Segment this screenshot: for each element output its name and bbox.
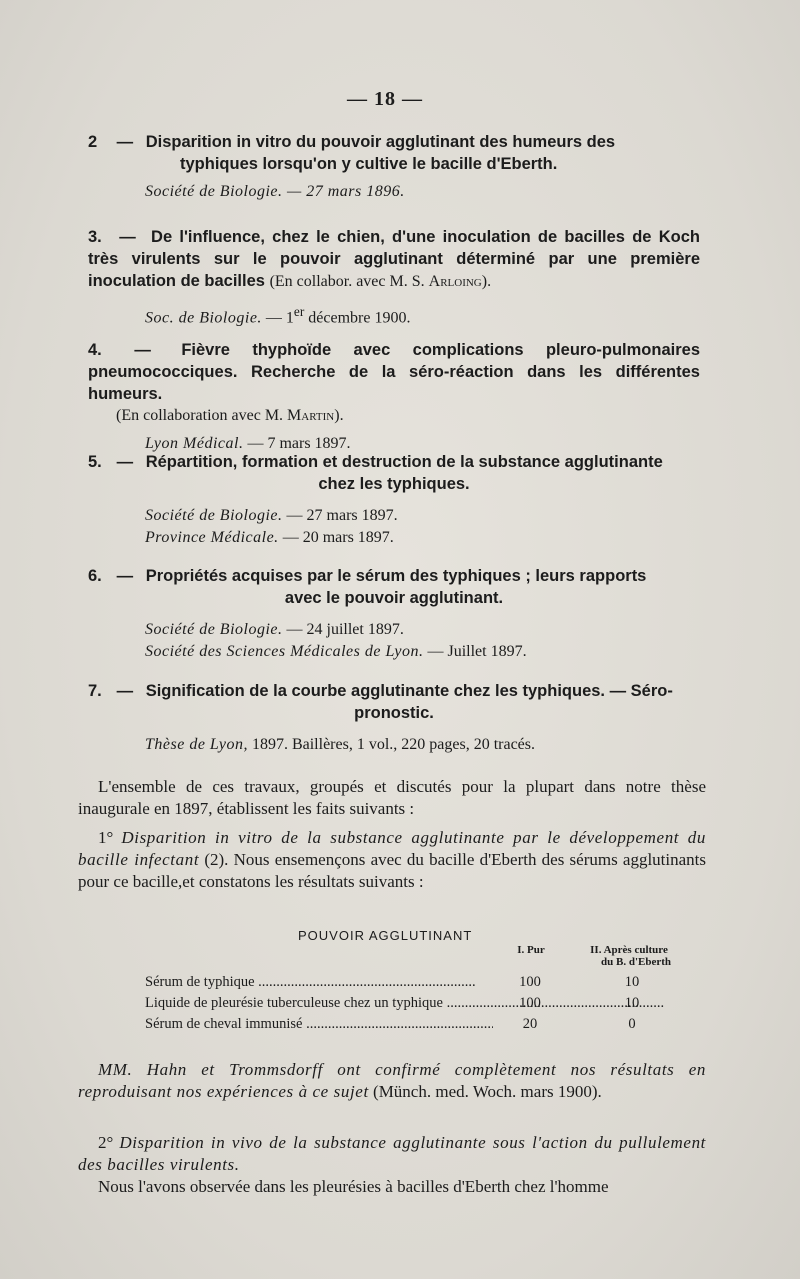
entry-reference	[88, 527, 700, 549]
entry-dash: —	[116, 453, 134, 471]
table-row	[145, 995, 705, 1017]
reference-date: — 27 mars 1897.	[282, 507, 398, 524]
point-text: Nous ensemençons avec du bacille d'Eberth des sérums agglutinants pour ce bacille,et constatons les résultats suivants :	[78, 850, 707, 891]
entry-number: 7.	[88, 682, 102, 700]
reference-date: — 20 mars 1897.	[278, 529, 394, 546]
publication-entry-3	[88, 226, 700, 329]
entry-title-line1: Disparition in vitro du pouvoir agglutinant des humeurs des	[145, 133, 616, 151]
point-ref: (2).	[204, 850, 229, 869]
reference-date: — 7 mars 1897.	[243, 435, 351, 452]
entry-dash: —	[134, 341, 151, 359]
reference-journal: Thèse de Lyon,	[145, 736, 248, 753]
entry-title	[88, 131, 700, 153]
value-pur: 100	[519, 974, 541, 990]
entry-number: 2	[88, 133, 98, 151]
reference-journal: Société de Biologie.	[145, 621, 283, 638]
entry-dash: —	[116, 133, 134, 151]
reference-journal: Province Médicale.	[145, 529, 279, 546]
entry-title-line1: Signification de la courbe agglutinante chez les typhiques. — Séro-	[145, 682, 673, 700]
table-row	[145, 974, 705, 996]
entry-reference	[88, 505, 700, 527]
table-row	[145, 1016, 705, 1038]
entry-number: 4.	[88, 341, 102, 359]
point-number: 1°	[98, 828, 114, 847]
reference-date: — Juillet 1897.	[423, 643, 527, 660]
row-label: Sérum de typhique .....	[145, 974, 493, 991]
entry-title	[88, 680, 700, 702]
entry-title-line2: typhiques lorsqu'on y cultive le bacille d'Eberth.	[180, 155, 558, 173]
point-number: 2°	[98, 1133, 114, 1152]
collaborator-name: Martin	[287, 407, 335, 424]
entry-title-line1: Propriétés acquises par le sérum des typhiques ; leurs rapports	[145, 567, 647, 585]
value-pur: 100	[519, 995, 541, 1011]
row-label: Liquide de pleurésie tuberculeuse chez un typhique .....	[145, 995, 493, 1012]
point-heading: Disparition in vitro de la substance agglutinante par le développement du bacille infectant	[78, 828, 706, 869]
reference-date: — 1	[261, 309, 294, 327]
entry-number: 3.	[88, 228, 102, 246]
table-column-header: II. Après culture du B. d'Eberth	[590, 944, 671, 968]
intro-paragraph: L'ensemble de ces travaux, groupés et discutés pour la plupart dans notre thèse inaugurale en 1897, établissent les faits suivants :	[78, 777, 706, 818]
publication-entry-7	[88, 680, 700, 756]
entry-title	[88, 226, 700, 293]
entry-title-line2: pronostic.	[354, 704, 434, 722]
reference-journal: Société de Biologie.	[145, 507, 283, 524]
point-heading: Disparition in vivo de la substance agglutinante sous l'action du pullulement des bacilles virulents.	[78, 1133, 707, 1174]
entry-number: 5.	[88, 453, 102, 471]
publication-entry-5	[88, 451, 700, 549]
reference-date: — 24 juillet 1897.	[282, 621, 404, 638]
value-apres: 0	[628, 1016, 636, 1032]
reference-text: Société de Biologie. — 27 mars 1896.	[145, 183, 405, 200]
reference-journal: Soc. de Biologie.	[145, 309, 262, 327]
reference-journal: Lyon Médical.	[145, 435, 244, 452]
last-line: Nous l'avons observée dans les pleurésies à bacilles d'Eberth chez l'homme	[98, 1177, 609, 1196]
value-apres: 10	[624, 995, 640, 1011]
collaborator-name: Arloing	[428, 273, 482, 290]
publication-entry-2	[88, 131, 700, 203]
row-label: Sérum de cheval immunisé .....	[145, 1016, 493, 1033]
entry-number: 6.	[88, 567, 102, 585]
entry-title-text: De l'influence, chez le chien, d'une inoculation de bacilles de Koch très virulents sur le pouvoir agglutinant déterminé par une première inoculation de bacilles	[88, 228, 700, 290]
entry-dash: —	[116, 567, 134, 585]
entry-title-line2: avec le pouvoir agglutinant.	[284, 589, 504, 607]
reference-journal: Société des Sciences Médicales de Lyon.	[145, 643, 424, 660]
entry-reference	[88, 181, 700, 203]
entry-title	[88, 451, 700, 473]
publication-entry-6	[88, 565, 700, 663]
entry-title-line2: chez les typhiques.	[318, 475, 470, 493]
entry-reference	[88, 734, 700, 756]
hahn-italic: MM. Hahn et Trommsdorff ont confirmé complètement nos résultats en reproduisant nos expériences à ce sujet	[78, 1060, 706, 1101]
point-1-paragraph	[78, 827, 706, 893]
hahn-citation: (Münch. med. Woch. mars 1900).	[373, 1082, 602, 1101]
entry-dash: —	[116, 682, 134, 700]
value-apres: 10	[624, 974, 640, 990]
entry-reference	[88, 619, 700, 641]
reference-details: 1897. Baillères, 1 vol., 220 pages, 20 tracés.	[247, 736, 535, 753]
point-2-paragraph	[78, 1132, 706, 1176]
publication-entry-4	[88, 339, 700, 455]
entry-reference: Soc. de Biologie. — 1er décembre 1900.	[145, 304, 411, 327]
entry-title-line1: Répartition, formation et destruction de la substance agglutinante	[145, 453, 663, 471]
entry-title-text: Fièvre thyphoïde avec complications pleuro-pulmonaires pneumococciques. Recherche de la séro-réaction dans les différentes humeurs.	[88, 341, 700, 403]
entry-dash: —	[119, 228, 136, 246]
entry-title	[88, 565, 700, 587]
value-pur: 20	[522, 1016, 538, 1032]
entry-title	[88, 339, 700, 405]
page-number: — 18 —	[347, 88, 423, 110]
collaboration-note: (En collaboration avec M. Martin).	[116, 407, 344, 424]
table-title: POUVOIR AGGLUTINANT	[298, 928, 473, 943]
collaboration-note: (En collabor. avec M. S. Arloing).	[269, 273, 492, 290]
hahn-paragraph	[78, 1059, 706, 1103]
table-column-header: I. Pur	[517, 944, 545, 956]
entry-reference	[88, 641, 700, 663]
